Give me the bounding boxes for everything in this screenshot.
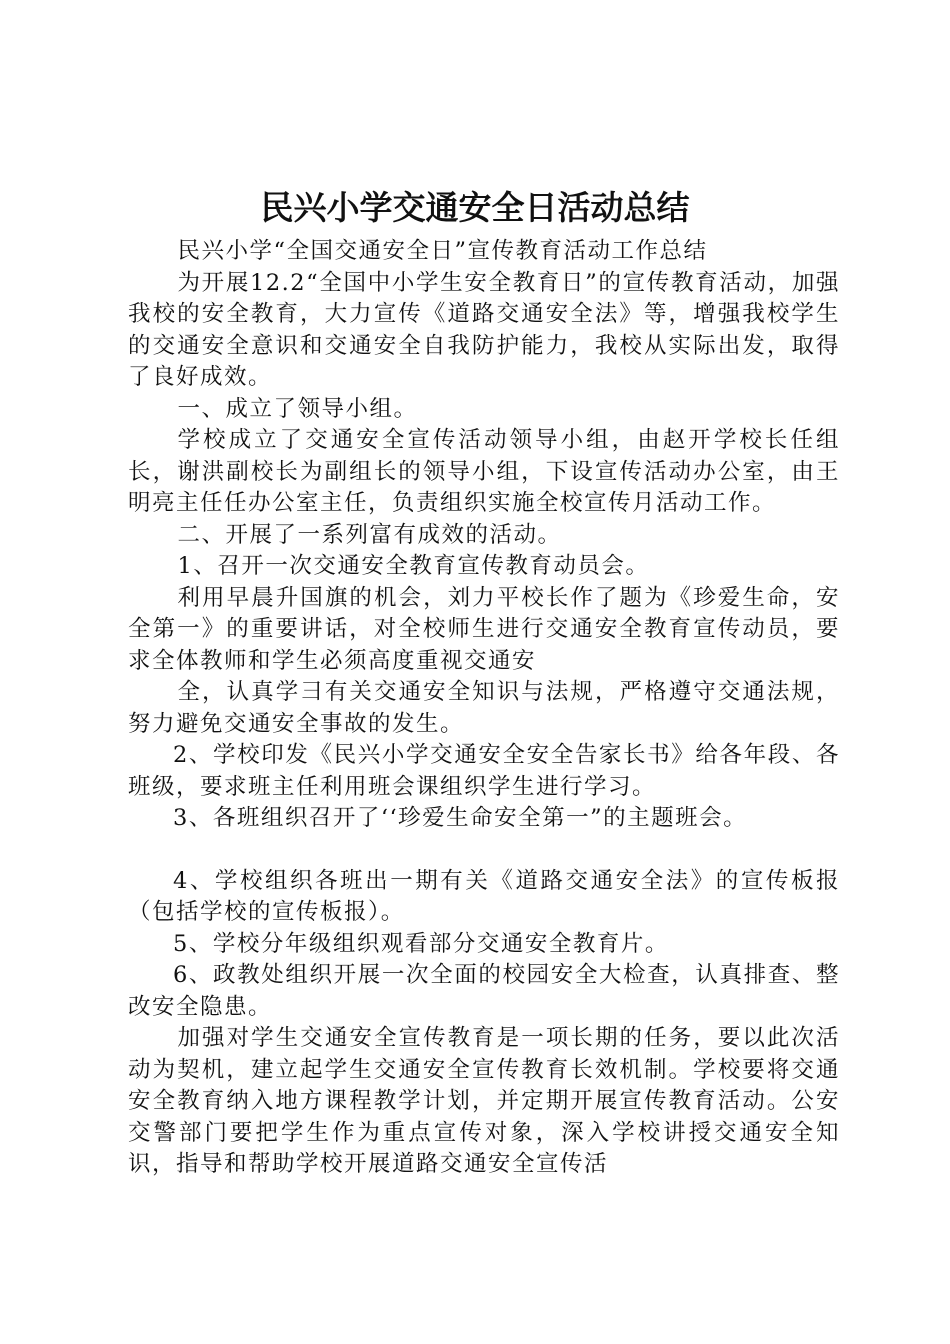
paragraph-conclusion: 加强对学生交通安全宣传教育是一项长期的任务，要以此次活动为契机，建立起学生交通安全宣传教育长效机制。学校要将交通安全教育纳入地方课程教学计划，并定期开展宣传教育活动。公安交警部门要把学生作为重点宣传对象，深入学校讲授交通安全知识，指导和帮助学校开展道路交通安全宣传活 xyxy=(128,1025,840,1177)
list-item-1: 1、召开一次交通安全教育宣传教育动员会。 xyxy=(177,553,650,579)
document-body xyxy=(128,236,840,1181)
list-item-5: 5、学校分年级组织观看部分交通安全教育片。 xyxy=(173,930,669,957)
list-item-2: 2、学校印发《民兴小学交通安全安全告家长书》给各年段、各班级，要求班主任利用班会课组织学生进行学习。 xyxy=(128,742,840,800)
paragraph-heading-line: 民兴小学“全国交通安全日”宣传教育活动工作总结 xyxy=(177,238,708,264)
list-item-3: 3、各班组织召开了‘‘珍爱生命安全第一”的主题班会。 xyxy=(173,805,748,831)
section-heading-2: 二、开展了一系列富有成效的活动。 xyxy=(177,521,562,548)
list-item-6: 6、政教处组织开展一次全面的校园安全大检查，认真排查、整改安全隐患。 xyxy=(128,962,840,1020)
paragraph-flag-raising-cont: 全，认真学彐有关交通安全知识与法规，严格遵守交通法规，努力避免交通安全事故的发生。 xyxy=(128,679,840,737)
section-heading-1: 一、成立了领导小组。 xyxy=(177,395,418,422)
document-title: 民兴小学交通安全日活动总结 xyxy=(260,188,690,227)
paragraph-intro: 为开展12.2“全国中小学生安全教育日”的宣传教育活动，加强我校的安全教育，大力宣传《道路交通安全法》等，增强我校学生的交通安全意识和交通安全自我防护能力，我校从实际出发，取得了良好成效。 xyxy=(128,269,840,390)
paragraph-leadership: 学校成立了交通安全宣传活动领导小组，由赵开学校长任组长，谢洪副校长为副组长的领导小组，下设宣传活动办公室，由王明亮主任任办公室主任，负责组织实施全校宣传月活动工作。 xyxy=(128,427,840,516)
paragraph-flag-raising: 利用早晨升国旗的机会，刘力平校长作了题为《珍爱生命，安全第一》的重要讲话，对全校师生进行交通安全教育宣传动员，要求全体教师和学生必须高度重视交通安 xyxy=(128,584,840,674)
blank-line xyxy=(128,835,840,866)
list-item-4: 4、学校组织各班出一期有关《道路交通安全法》的宣传板报（包括学校的宣传板报）。 xyxy=(128,867,840,925)
